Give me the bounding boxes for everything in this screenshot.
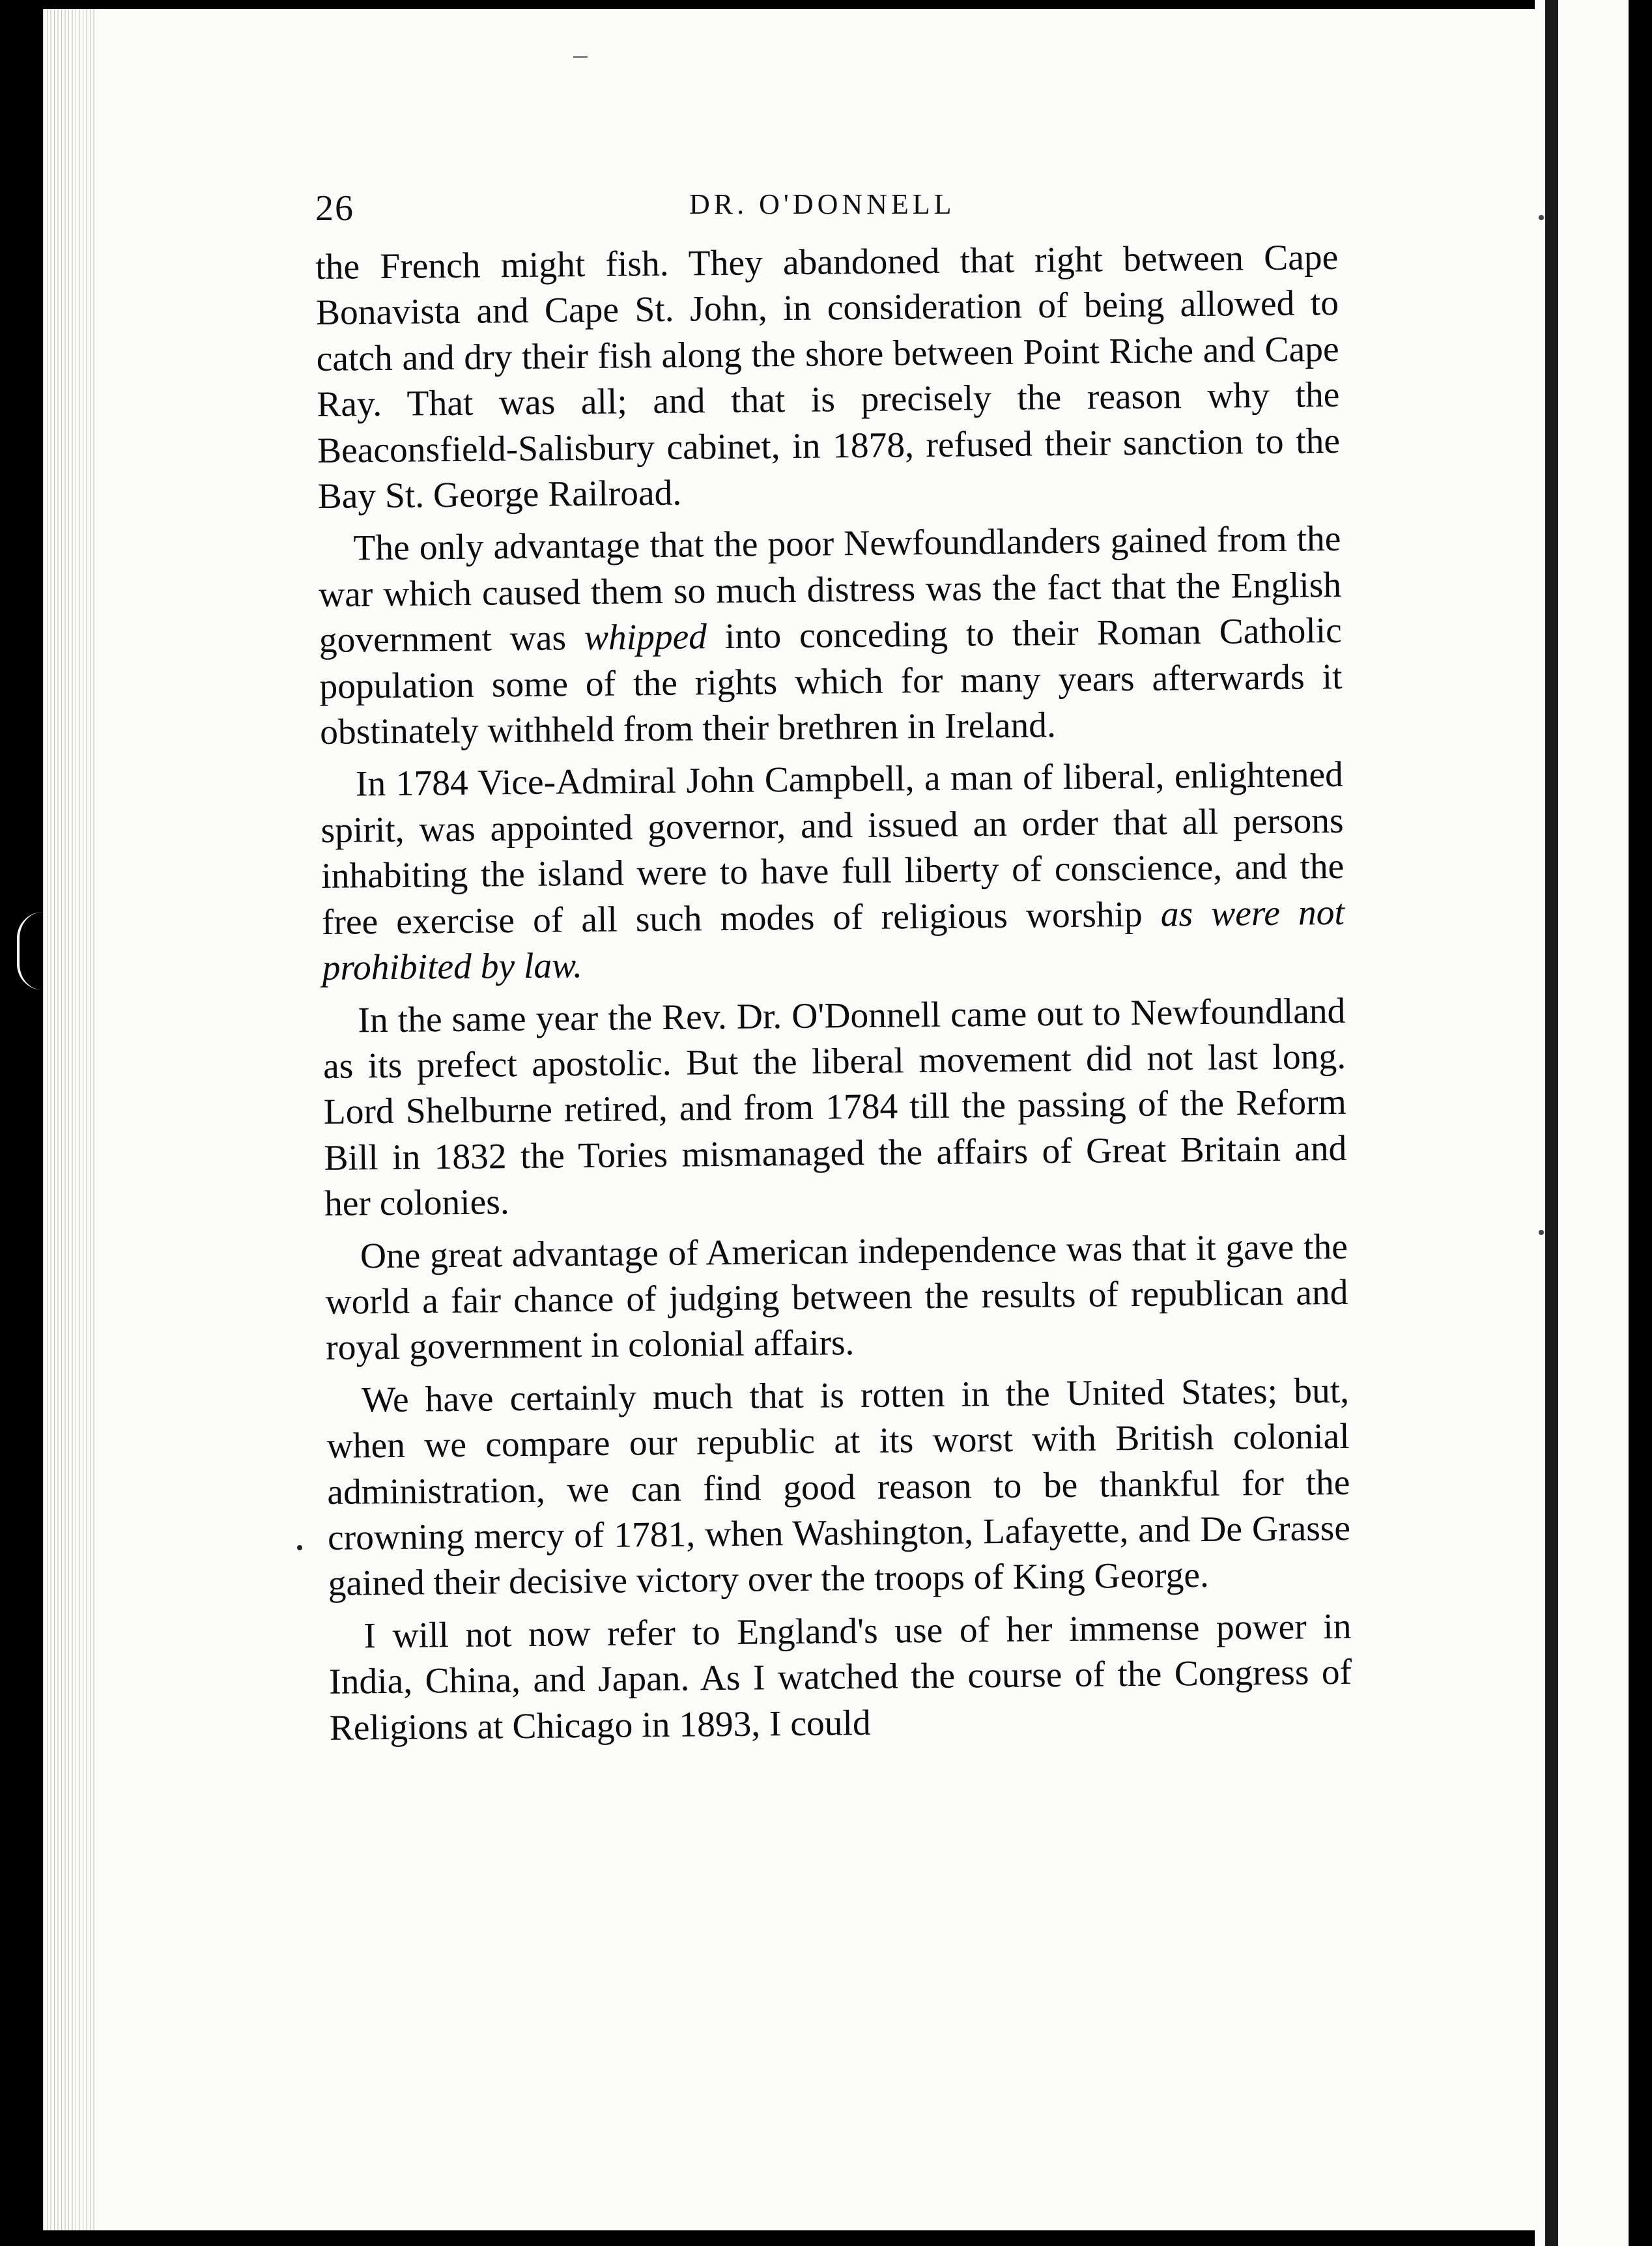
running-head: DR. O'DONNELL	[689, 188, 956, 220]
paragraph	[320, 752, 1345, 991]
paragraph-text: We have certainly much that is rotten in the United States; but, when we compare our republic at its worst with British colonial administration, we can find good reason to be thankful for the crowning mercy of 1781, when Washington, Lafayette, and De Grasse gained their decisive victory over the troops of King George.	[326, 1371, 1351, 1604]
page-edges	[43, 9, 95, 2230]
scan-artifact-dash	[573, 56, 588, 58]
paragraph-text: One great advantage of American independence was that it gave the world a fair chance of judging between the results of republican and royal government in colonial affairs.	[325, 1227, 1348, 1369]
page-header	[315, 175, 1332, 233]
paragraph	[322, 988, 1347, 1227]
paragraph	[325, 1224, 1349, 1371]
paragraph-text: In 1784 Vice-Admiral John Campbell, a man of liberal, enlightened spirit, was appointed governor, and issued an order that all persons inhabiting the island were to have full liberty of conscience, and the free exercise of all such modes of religious worship	[320, 755, 1345, 943]
next-page-edge	[1545, 0, 1558, 2246]
scan-artifact-dot	[297, 1545, 302, 1550]
paragraph	[328, 1604, 1352, 1752]
page-number: 26	[315, 188, 354, 229]
paragraph-text: into conceding to their Roman Catholic population some of the rights which for many years afterwards it obstinately withheld from their brethren in Ireland.	[319, 611, 1343, 753]
scan-artifact-mark	[17, 912, 43, 990]
body-text	[315, 235, 1352, 1758]
paragraph-text: In the same year the Rev. Dr. O'Donnell came out to Newfoundland as its prefect apostolic. But the liberal movement did not last long. Lord Shelburne retired, and from 1784 till the passing of the Reform Bill in 1832 the Tories mismanaged the affairs of Great Britain and her colonies.	[322, 991, 1347, 1225]
paragraph-text: The only advantage that the poor Newfoundlanders gained from the war which caused them so much distress was the fact that the English government was	[318, 519, 1342, 661]
italic-text: whipped	[584, 617, 707, 659]
scan-artifact-dot	[1539, 215, 1544, 220]
scan-artifact-dot	[1539, 1230, 1544, 1235]
paragraph	[318, 517, 1343, 756]
paragraph	[326, 1369, 1351, 1608]
paragraph-text: I will not now refer to England's use of her immense power in India, China, and Japan. As I watched the course of the Congress of Religions at Chicago in 1893, I could	[328, 1606, 1352, 1748]
italic-text: as were not prohibited by law.	[322, 892, 1345, 989]
scan-border-right	[1629, 0, 1652, 2246]
paragraph	[315, 235, 1341, 520]
paragraph-text: the French might fish. They abandoned that right between Cape Bonavista and Cape St. John, in consideration of being allowed to catch and dry their fish along the shore between Point Riche and Cape Ray. That was all; and that is precisely the reason why the Beaconsfield-Salisbury cabinet, in 1878, refused their sanction to the Bay St. George Railroad.	[315, 237, 1341, 517]
